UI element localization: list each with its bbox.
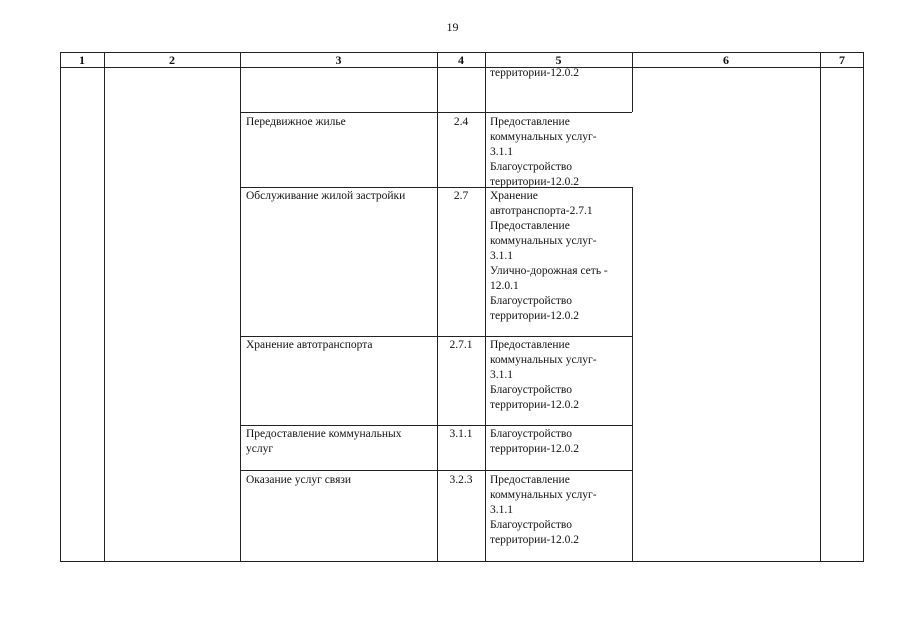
row-3-related: Предоставление коммунальных услуг- 3.1.1 Благоустройство территории-12.0.2 (490, 339, 597, 411)
row-5-related: Предоставление коммунальных услуг- 3.1.1 Благоустройство территории-12.0.2 (490, 474, 597, 546)
row-2-name: Обслуживание жилой застройки (246, 190, 406, 202)
row-3-name: Хранение автотранспорта (246, 339, 373, 351)
column-divider-4-5 (485, 52, 486, 562)
row-0-related: территории-12.0.2 (490, 67, 580, 79)
column-header-2: 2 (169, 53, 175, 67)
column-divider-1-2 (104, 52, 105, 562)
column-divider-5-6-lower (632, 187, 633, 562)
row-4-related: Благоустройство территории-12.0.2 (490, 428, 580, 455)
column-header-3: 3 (335, 53, 342, 67)
row-3-code: 2.7.1 (449, 339, 473, 351)
column-header-6: 6 (723, 53, 729, 67)
row-1-code: 2.4 (453, 116, 469, 128)
row-divider-5 (240, 470, 632, 471)
column-header-7: 7 (839, 53, 845, 67)
row-1-related: Предоставление коммунальных услуг- 3.1.1 Благоустройство территории-12.0.2 (490, 116, 597, 188)
column-header-1: 1 (79, 53, 85, 67)
row-4-code: 3.1.1 (449, 428, 473, 440)
header-divider (60, 67, 864, 68)
row-divider-1 (240, 112, 632, 113)
row-2-related: Хранение автотранспорта-2.7.1 Предоставление коммунальных услуг- 3.1.1 Улично-дорожная сеть - 12.0.1 Благоустройство территории-12.0.2 (490, 190, 608, 322)
row-5-name: Оказание услуг связи (246, 474, 352, 486)
column-divider-2-3 (240, 52, 241, 562)
column-header-5: 5 (555, 53, 562, 67)
column-divider-6-7 (820, 52, 821, 562)
row-1-name: Передвижное жилье (246, 116, 346, 128)
row-2-code: 2.7 (453, 190, 469, 202)
row-divider-3 (240, 336, 632, 337)
row-divider-4 (240, 425, 632, 426)
page-number: 19 (446, 20, 459, 34)
row-4-name: Предоставление коммунальных услуг (246, 428, 402, 455)
row-5-code: 3.2.3 (449, 474, 473, 486)
column-header-4: 4 (458, 53, 464, 67)
